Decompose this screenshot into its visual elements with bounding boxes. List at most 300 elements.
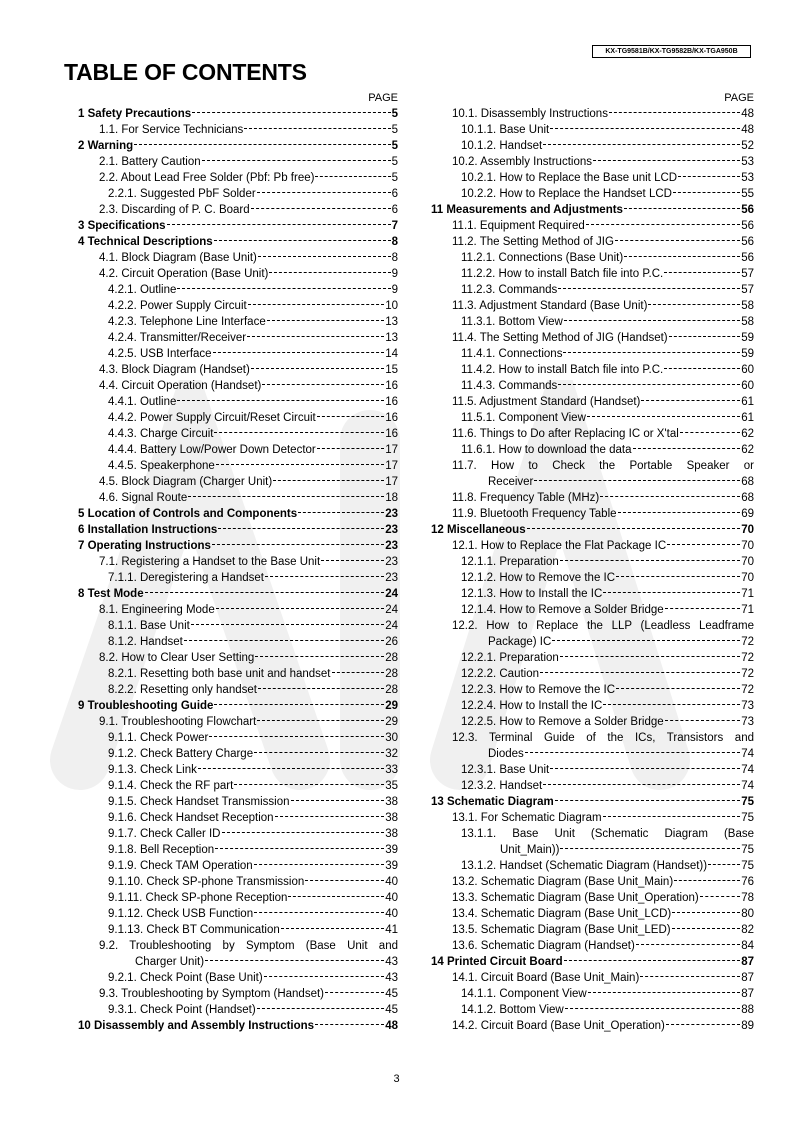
toc-entry-title: 2.2. About Lead Free Solder (Pbf: Pb free) xyxy=(99,172,315,184)
dot-leader xyxy=(555,800,740,801)
toc-entry-title: 4.5. Block Diagram (Charger Unit) xyxy=(99,476,273,488)
toc-entry[interactable] xyxy=(431,650,754,666)
dot-leader xyxy=(222,832,385,833)
toc-entry-title: 9.1.13. Check BT Communication xyxy=(108,924,280,936)
toc-entry[interactable] xyxy=(431,490,754,506)
toc-entry-title: 13 Schematic Diagram xyxy=(431,796,554,808)
toc-entry[interactable] xyxy=(78,970,398,986)
dot-leader xyxy=(678,176,740,177)
dot-leader xyxy=(215,848,384,849)
toc-entry-title: 10.1.1. Base Unit xyxy=(461,124,550,136)
toc-entry[interactable] xyxy=(78,442,398,458)
toc-entry[interactable] xyxy=(431,346,754,362)
toc-entry[interactable] xyxy=(431,394,754,410)
toc-entry-title: 13.2. Schematic Diagram (Base Unit_Main) xyxy=(452,876,674,888)
toc-entry-title: 11.4.3. Commands xyxy=(461,380,558,392)
toc-entry[interactable] xyxy=(78,730,398,746)
toc-entry[interactable] xyxy=(431,938,754,954)
toc-entry[interactable] xyxy=(78,346,398,362)
toc-page-number: 17 xyxy=(385,460,398,472)
toc-entry[interactable] xyxy=(78,842,398,858)
toc-page-number: 75 xyxy=(741,812,754,824)
toc-entry[interactable] xyxy=(431,666,754,682)
toc-entry[interactable] xyxy=(78,986,398,1002)
dot-leader xyxy=(560,848,740,849)
dot-leader xyxy=(288,896,384,897)
toc-entry[interactable] xyxy=(431,890,754,906)
toc-entry-title: 12.2.4. How to Install the IC xyxy=(461,700,603,712)
dot-leader xyxy=(672,928,741,929)
dot-leader xyxy=(317,448,384,449)
toc-entry[interactable] xyxy=(78,266,398,282)
toc-entry[interactable] xyxy=(431,314,754,330)
toc-page-number: 70 xyxy=(741,540,754,552)
toc-page-number: 60 xyxy=(741,364,754,376)
toc-entry[interactable] xyxy=(431,858,754,874)
toc-page-number: 24 xyxy=(385,588,398,600)
toc-page-number: 71 xyxy=(741,588,754,600)
toc-entry[interactable] xyxy=(431,282,754,298)
toc-entry[interactable] xyxy=(78,794,398,810)
toc-entry[interactable] xyxy=(431,362,754,378)
dot-leader xyxy=(134,144,390,145)
toc-entry-title: 9.1.2. Check Battery Charge xyxy=(108,748,254,760)
toc-entry[interactable] xyxy=(431,522,754,538)
toc-entry-title: 10.2. Assembly Instructions xyxy=(452,156,592,168)
toc-entry-title: 11.4.2. How to install Batch file into P.C. xyxy=(461,364,664,376)
toc-page-number: 87 xyxy=(741,988,754,1000)
toc-page-number: 24 xyxy=(385,604,398,616)
toc-entry-title: 11.2.3. Commands xyxy=(461,284,558,296)
dot-leader xyxy=(214,432,384,433)
toc-page-number: 60 xyxy=(741,380,754,392)
toc-entry-title: 8.2. How to Clear User Setting xyxy=(99,652,255,664)
toc-entry[interactable] xyxy=(431,922,754,938)
toc-entry[interactable] xyxy=(78,810,398,826)
toc-page-number: 17 xyxy=(385,444,398,456)
toc-entry-title: 4.4. Circuit Operation (Handset) xyxy=(99,380,262,392)
toc-page-number: 48 xyxy=(741,108,754,120)
toc-page-number: 40 xyxy=(385,876,398,888)
toc-entry[interactable] xyxy=(431,442,754,458)
toc-entry-title-continued: Package) IC xyxy=(488,636,552,648)
toc-entry-title: 12.2.5. How to Remove a Solder Bridge xyxy=(461,716,664,728)
toc-entry[interactable] xyxy=(431,698,754,714)
toc-entry[interactable] xyxy=(78,378,398,394)
toc-entry-title: 9.1.1. Check Power xyxy=(108,732,209,744)
toc-page-number: 9 xyxy=(391,284,398,296)
dot-leader xyxy=(315,1024,384,1025)
toc-page-number: 70 xyxy=(741,524,754,536)
dot-leader xyxy=(269,272,390,273)
dot-leader xyxy=(321,560,384,561)
dot-leader xyxy=(603,592,740,593)
toc-entry-title: 13.1.1. Base Unit (Schematic Diagram (Base xyxy=(461,828,754,840)
toc-entry[interactable] xyxy=(78,538,398,554)
toc-page-number: 87 xyxy=(741,972,754,984)
dot-leader xyxy=(669,336,741,337)
toc-page-number: 80 xyxy=(741,908,754,920)
toc-page-number: 23 xyxy=(385,540,398,552)
toc-entry[interactable] xyxy=(78,634,398,650)
toc-entry-title: 4.4.1. Outline xyxy=(108,396,177,408)
toc-entry[interactable] xyxy=(78,586,398,602)
toc-entry[interactable] xyxy=(431,186,754,202)
toc-entry[interactable] xyxy=(431,250,754,266)
toc-entry-title: 2.2.1. Suggested PbF Solder xyxy=(108,188,256,200)
toc-entry[interactable] xyxy=(78,746,398,762)
toc-entry-title: 13.5. Schematic Diagram (Base Unit_LED) xyxy=(452,924,671,936)
toc-entry[interactable] xyxy=(78,682,398,698)
toc-entry[interactable] xyxy=(78,698,398,714)
toc-entry[interactable] xyxy=(431,1002,754,1018)
toc-entry-title: 11.2.2. How to install Batch file into P.C. xyxy=(461,268,664,280)
toc-entry-title: 2 Warning xyxy=(78,140,134,152)
toc-entry[interactable] xyxy=(78,170,398,186)
toc-entry[interactable] xyxy=(431,234,754,250)
toc-entry-title: 14.1. Circuit Board (Base Unit_Main) xyxy=(452,972,640,984)
toc-entry[interactable] xyxy=(78,890,398,906)
toc-entry[interactable] xyxy=(431,266,754,282)
dot-leader xyxy=(212,544,384,545)
toc-entry[interactable] xyxy=(431,874,754,890)
toc-page-number: 10 xyxy=(385,300,398,312)
toc-page-number: 16 xyxy=(385,412,398,424)
toc-entry-title: 13.1.2. Handset (Schematic Diagram (Handset)) xyxy=(461,860,708,872)
dot-leader xyxy=(664,272,740,273)
toc-page-number: 13 xyxy=(385,316,398,328)
dot-leader xyxy=(247,336,384,337)
dot-leader xyxy=(673,192,740,193)
toc-entry[interactable] xyxy=(431,618,754,650)
toc-entry[interactable] xyxy=(78,938,398,970)
toc-entry-title: 9.1. Troubleshooting Flowchart xyxy=(99,716,257,728)
toc-entry[interactable] xyxy=(78,314,398,330)
toc-page-number: 23 xyxy=(385,556,398,568)
toc-entry-title: 9.1.9. Check TAM Operation xyxy=(108,860,253,872)
toc-entry-title: 4.4.4. Battery Low/Power Down Detector xyxy=(108,444,316,456)
toc-page-number: 32 xyxy=(385,748,398,760)
toc-entry[interactable] xyxy=(431,986,754,1002)
toc-entry[interactable] xyxy=(431,586,754,602)
toc-page-number: 39 xyxy=(385,844,398,856)
toc-entry-title: 11.2.1. Connections (Base Unit) xyxy=(461,252,624,264)
dot-leader xyxy=(262,384,384,385)
page-column-label: PAGE xyxy=(368,92,398,104)
dot-leader xyxy=(525,752,740,753)
dot-leader xyxy=(254,752,384,753)
toc-entry-title: 3 Specifications xyxy=(78,220,166,232)
toc-entry[interactable] xyxy=(431,970,754,986)
toc-entry[interactable] xyxy=(78,362,398,378)
toc-entry[interactable] xyxy=(431,826,754,858)
toc-page-number: 72 xyxy=(741,668,754,680)
dot-leader xyxy=(265,576,384,577)
dot-leader xyxy=(664,368,740,369)
toc-entry[interactable] xyxy=(78,618,398,634)
dot-leader xyxy=(558,384,740,385)
toc-page-number: 16 xyxy=(385,428,398,440)
toc-entry[interactable] xyxy=(431,714,754,730)
toc-entry[interactable] xyxy=(78,554,398,570)
toc-entry[interactable] xyxy=(431,154,754,170)
toc-page-number: 45 xyxy=(385,988,398,1000)
toc-entry-title-continued: Diodes xyxy=(488,748,524,760)
toc-entry[interactable] xyxy=(78,122,398,138)
dot-leader xyxy=(618,512,741,513)
toc-entry[interactable] xyxy=(431,762,754,778)
toc-entry[interactable] xyxy=(431,330,754,346)
toc-entry-title: 11.6. Things to Do after Replacing IC or X'tal xyxy=(452,428,679,440)
toc-entry[interactable] xyxy=(78,458,398,474)
dot-leader xyxy=(192,112,390,113)
toc-entry[interactable] xyxy=(78,506,398,522)
toc-entry-title: 11.1. Equipment Required xyxy=(452,220,585,232)
toc-page-number: 45 xyxy=(385,1004,398,1016)
toc-entry-title: 12.1.2. How to Remove the IC xyxy=(461,572,616,584)
toc-entry[interactable] xyxy=(78,154,398,170)
toc-entry[interactable] xyxy=(78,138,398,154)
toc-entry[interactable] xyxy=(78,250,398,266)
toc-entry[interactable] xyxy=(78,202,398,218)
toc-page-number: 70 xyxy=(741,556,754,568)
toc-entry[interactable] xyxy=(78,570,398,586)
toc-entry[interactable] xyxy=(431,906,754,922)
toc-entry-title: 12.1. How to Replace the Flat Package IC xyxy=(452,540,667,552)
toc-entry[interactable] xyxy=(431,170,754,186)
toc-entry-title-continued: Charger Unit) xyxy=(135,956,205,968)
toc-page-number: 89 xyxy=(741,1020,754,1032)
toc-entry[interactable] xyxy=(78,490,398,506)
dot-leader xyxy=(558,288,740,289)
dot-leader xyxy=(257,1008,385,1009)
toc-page-number: 71 xyxy=(741,604,754,616)
toc-entry-title: 9.1.3. Check Link xyxy=(108,764,197,776)
model-number-box: KX-TG9581B/KX-TG9582B/KX-TGA950B xyxy=(592,45,751,58)
toc-entry[interactable] xyxy=(78,234,398,250)
toc-entry[interactable] xyxy=(431,458,754,490)
toc-entry[interactable] xyxy=(78,826,398,842)
toc-page-number: 43 xyxy=(385,956,398,968)
dot-leader xyxy=(615,240,740,241)
toc-entry[interactable] xyxy=(78,858,398,874)
toc-page-number: 5 xyxy=(391,140,398,152)
toc-entry[interactable] xyxy=(431,602,754,618)
toc-entry[interactable] xyxy=(431,570,754,586)
toc-entry[interactable] xyxy=(431,810,754,826)
toc-page-number: 68 xyxy=(741,476,754,488)
dot-leader xyxy=(540,672,740,673)
toc-entry[interactable] xyxy=(431,730,754,762)
toc-page-number: 5 xyxy=(391,124,398,136)
dot-leader xyxy=(616,688,740,689)
toc-page-number: 29 xyxy=(385,716,398,728)
toc-entry[interactable] xyxy=(78,426,398,442)
toc-entry[interactable] xyxy=(78,410,398,426)
dot-leader xyxy=(251,208,391,209)
toc-page-number: 18 xyxy=(385,492,398,504)
toc-entry[interactable] xyxy=(431,298,754,314)
toc-page-number: 38 xyxy=(385,828,398,840)
toc-page-number: 75 xyxy=(741,796,754,808)
toc-entry-title: 1 Safety Precautions xyxy=(78,108,192,120)
toc-page-number: 14 xyxy=(385,348,398,360)
toc-entry-title: 9.1.11. Check SP-phone Reception xyxy=(108,892,288,904)
toc-entry[interactable] xyxy=(78,298,398,314)
dot-leader xyxy=(332,672,385,673)
toc-entry[interactable] xyxy=(431,506,754,522)
toc-entry[interactable] xyxy=(78,778,398,794)
dot-leader xyxy=(667,544,740,545)
toc-entry[interactable] xyxy=(78,186,398,202)
toc-page-number: 57 xyxy=(741,268,754,280)
toc-page-number: 78 xyxy=(741,892,754,904)
dot-leader xyxy=(213,352,385,353)
toc-page-number: 55 xyxy=(741,188,754,200)
toc-page-number: 35 xyxy=(385,780,398,792)
toc-entry[interactable] xyxy=(431,794,754,810)
dot-leader xyxy=(257,192,391,193)
toc-entry[interactable] xyxy=(431,218,754,234)
toc-entry-title: 4.6. Signal Route xyxy=(99,492,188,504)
toc-entry-title: 9.3. Troubleshooting by Symptom (Handset) xyxy=(99,988,325,1000)
toc-entry[interactable] xyxy=(431,682,754,698)
toc-entry[interactable] xyxy=(78,666,398,682)
toc-entry-title: 7.1. Registering a Handset to the Base Unit xyxy=(99,556,321,568)
toc-entry-title: 13.6. Schematic Diagram (Handset) xyxy=(452,940,635,952)
toc-entry-title-continued: Receiver xyxy=(488,476,534,488)
toc-entry[interactable] xyxy=(431,138,754,154)
toc-entry[interactable] xyxy=(431,426,754,442)
toc-entry[interactable] xyxy=(431,538,754,554)
toc-entry[interactable] xyxy=(78,874,398,890)
toc-entry-title: 6 Installation Instructions xyxy=(78,524,218,536)
toc-entry[interactable] xyxy=(431,378,754,394)
toc-entry[interactable] xyxy=(78,1018,398,1034)
toc-entry[interactable] xyxy=(431,1018,754,1034)
dot-leader xyxy=(281,928,384,929)
toc-entry-title: 11.2. The Setting Method of JIG xyxy=(452,236,614,248)
toc-entry-title: 2.1. Battery Caution xyxy=(99,156,201,168)
page-number: 3 xyxy=(393,1073,400,1085)
dot-leader xyxy=(209,736,384,737)
toc-page-number: 56 xyxy=(741,220,754,232)
toc-entry[interactable] xyxy=(431,106,754,122)
toc-page-number: 38 xyxy=(385,796,398,808)
dot-leader xyxy=(609,112,740,113)
dot-leader xyxy=(527,528,741,529)
toc-page-number: 72 xyxy=(741,684,754,696)
toc-entry[interactable] xyxy=(431,410,754,426)
toc-entry[interactable] xyxy=(431,954,754,970)
toc-entry-title: 8 Test Mode xyxy=(78,588,144,600)
page-column-label: PAGE xyxy=(724,92,754,104)
dot-leader xyxy=(550,128,740,129)
dot-leader xyxy=(315,176,390,177)
toc-entry-title: 11.4. The Setting Method of JIG (Handset) xyxy=(452,332,668,344)
toc-entry[interactable] xyxy=(78,106,398,122)
toc-page-number: 28 xyxy=(385,668,398,680)
toc-entry-title: 4.4.2. Power Supply Circuit/Reset Circuit xyxy=(108,412,316,424)
toc-entry[interactable] xyxy=(78,330,398,346)
toc-page-number: 52 xyxy=(741,140,754,152)
toc-page-number: 76 xyxy=(741,876,754,888)
toc-entry-title: 11.3.1. Bottom View xyxy=(461,316,563,328)
toc-page-number: 59 xyxy=(741,332,754,344)
toc-entry-title: 13.4. Schematic Diagram (Base Unit_LCD) xyxy=(452,908,672,920)
toc-page-number: 70 xyxy=(741,572,754,584)
toc-entry-title: 7.1.1. Deregistering a Handset xyxy=(108,572,264,584)
toc-page-number: 29 xyxy=(385,700,398,712)
toc-entry-title: 10.1.2. Handset xyxy=(461,140,543,152)
dot-leader xyxy=(255,656,384,657)
toc-page-number: 15 xyxy=(385,364,398,376)
toc-entry-title: 12.1.1. Preparation xyxy=(461,556,559,568)
toc-page-number: 74 xyxy=(741,780,754,792)
toc-entry[interactable] xyxy=(78,522,398,538)
toc-entry[interactable] xyxy=(78,282,398,298)
toc-page-number: 24 xyxy=(385,620,398,632)
toc-entry[interactable] xyxy=(78,650,398,666)
toc-entry[interactable] xyxy=(78,714,398,730)
toc-entry[interactable] xyxy=(78,394,398,410)
dot-leader xyxy=(191,624,384,625)
dot-leader xyxy=(550,768,740,769)
toc-entry-title: 9.2.1. Check Point (Base Unit) xyxy=(108,972,263,984)
toc-entry[interactable] xyxy=(78,602,398,618)
toc-entry-title: 10 Disassembly and Assembly Instructions xyxy=(78,1020,315,1032)
dot-leader xyxy=(305,880,384,881)
toc-page-number: 8 xyxy=(391,252,398,264)
toc-entry-title: 11.6.1. How to download the data xyxy=(461,444,632,456)
toc-page-number: 26 xyxy=(385,636,398,648)
toc-page-number: 87 xyxy=(741,956,754,968)
toc-entry[interactable] xyxy=(431,202,754,218)
dot-leader xyxy=(552,640,740,641)
toc-entry[interactable] xyxy=(78,906,398,922)
toc-entry[interactable] xyxy=(78,1002,398,1018)
toc-page-number: 56 xyxy=(741,204,754,216)
dot-leader xyxy=(593,160,740,161)
toc-entry-title: 11.4.1. Connections xyxy=(461,348,563,360)
toc-page-number: 23 xyxy=(385,508,398,520)
toc-entry[interactable] xyxy=(78,922,398,938)
toc-entry[interactable] xyxy=(78,218,398,234)
toc-page-number: 75 xyxy=(741,844,754,856)
toc-entry[interactable] xyxy=(431,778,754,794)
toc-page-number: 53 xyxy=(741,172,754,184)
toc-page-number: 7 xyxy=(391,220,398,232)
dot-leader xyxy=(586,224,740,225)
toc-entry[interactable] xyxy=(78,762,398,778)
toc-entry[interactable] xyxy=(431,554,754,570)
toc-page-number: 74 xyxy=(741,764,754,776)
toc-entry[interactable] xyxy=(78,474,398,490)
dot-leader xyxy=(636,944,740,945)
toc-page-number: 39 xyxy=(385,860,398,872)
toc-page-number: 74 xyxy=(741,748,754,760)
toc-entry-title: 4.2.1. Outline xyxy=(108,284,177,296)
toc-entry-title: 14 Printed Circuit Board xyxy=(431,956,563,968)
toc-entry[interactable] xyxy=(431,122,754,138)
toc-page-number: 84 xyxy=(741,940,754,952)
toc-page-number: 6 xyxy=(391,204,398,216)
toc-entry-title: 9.1.4. Check the RF part xyxy=(108,780,234,792)
toc-entry-title: 12.3.2. Handset xyxy=(461,780,543,792)
toc-page-number: 23 xyxy=(385,524,398,536)
toc-entry-title: 11.5. Adjustment Standard (Handset) xyxy=(452,396,641,408)
toc-entry-title: 4.2.5. USB Interface xyxy=(108,348,212,360)
